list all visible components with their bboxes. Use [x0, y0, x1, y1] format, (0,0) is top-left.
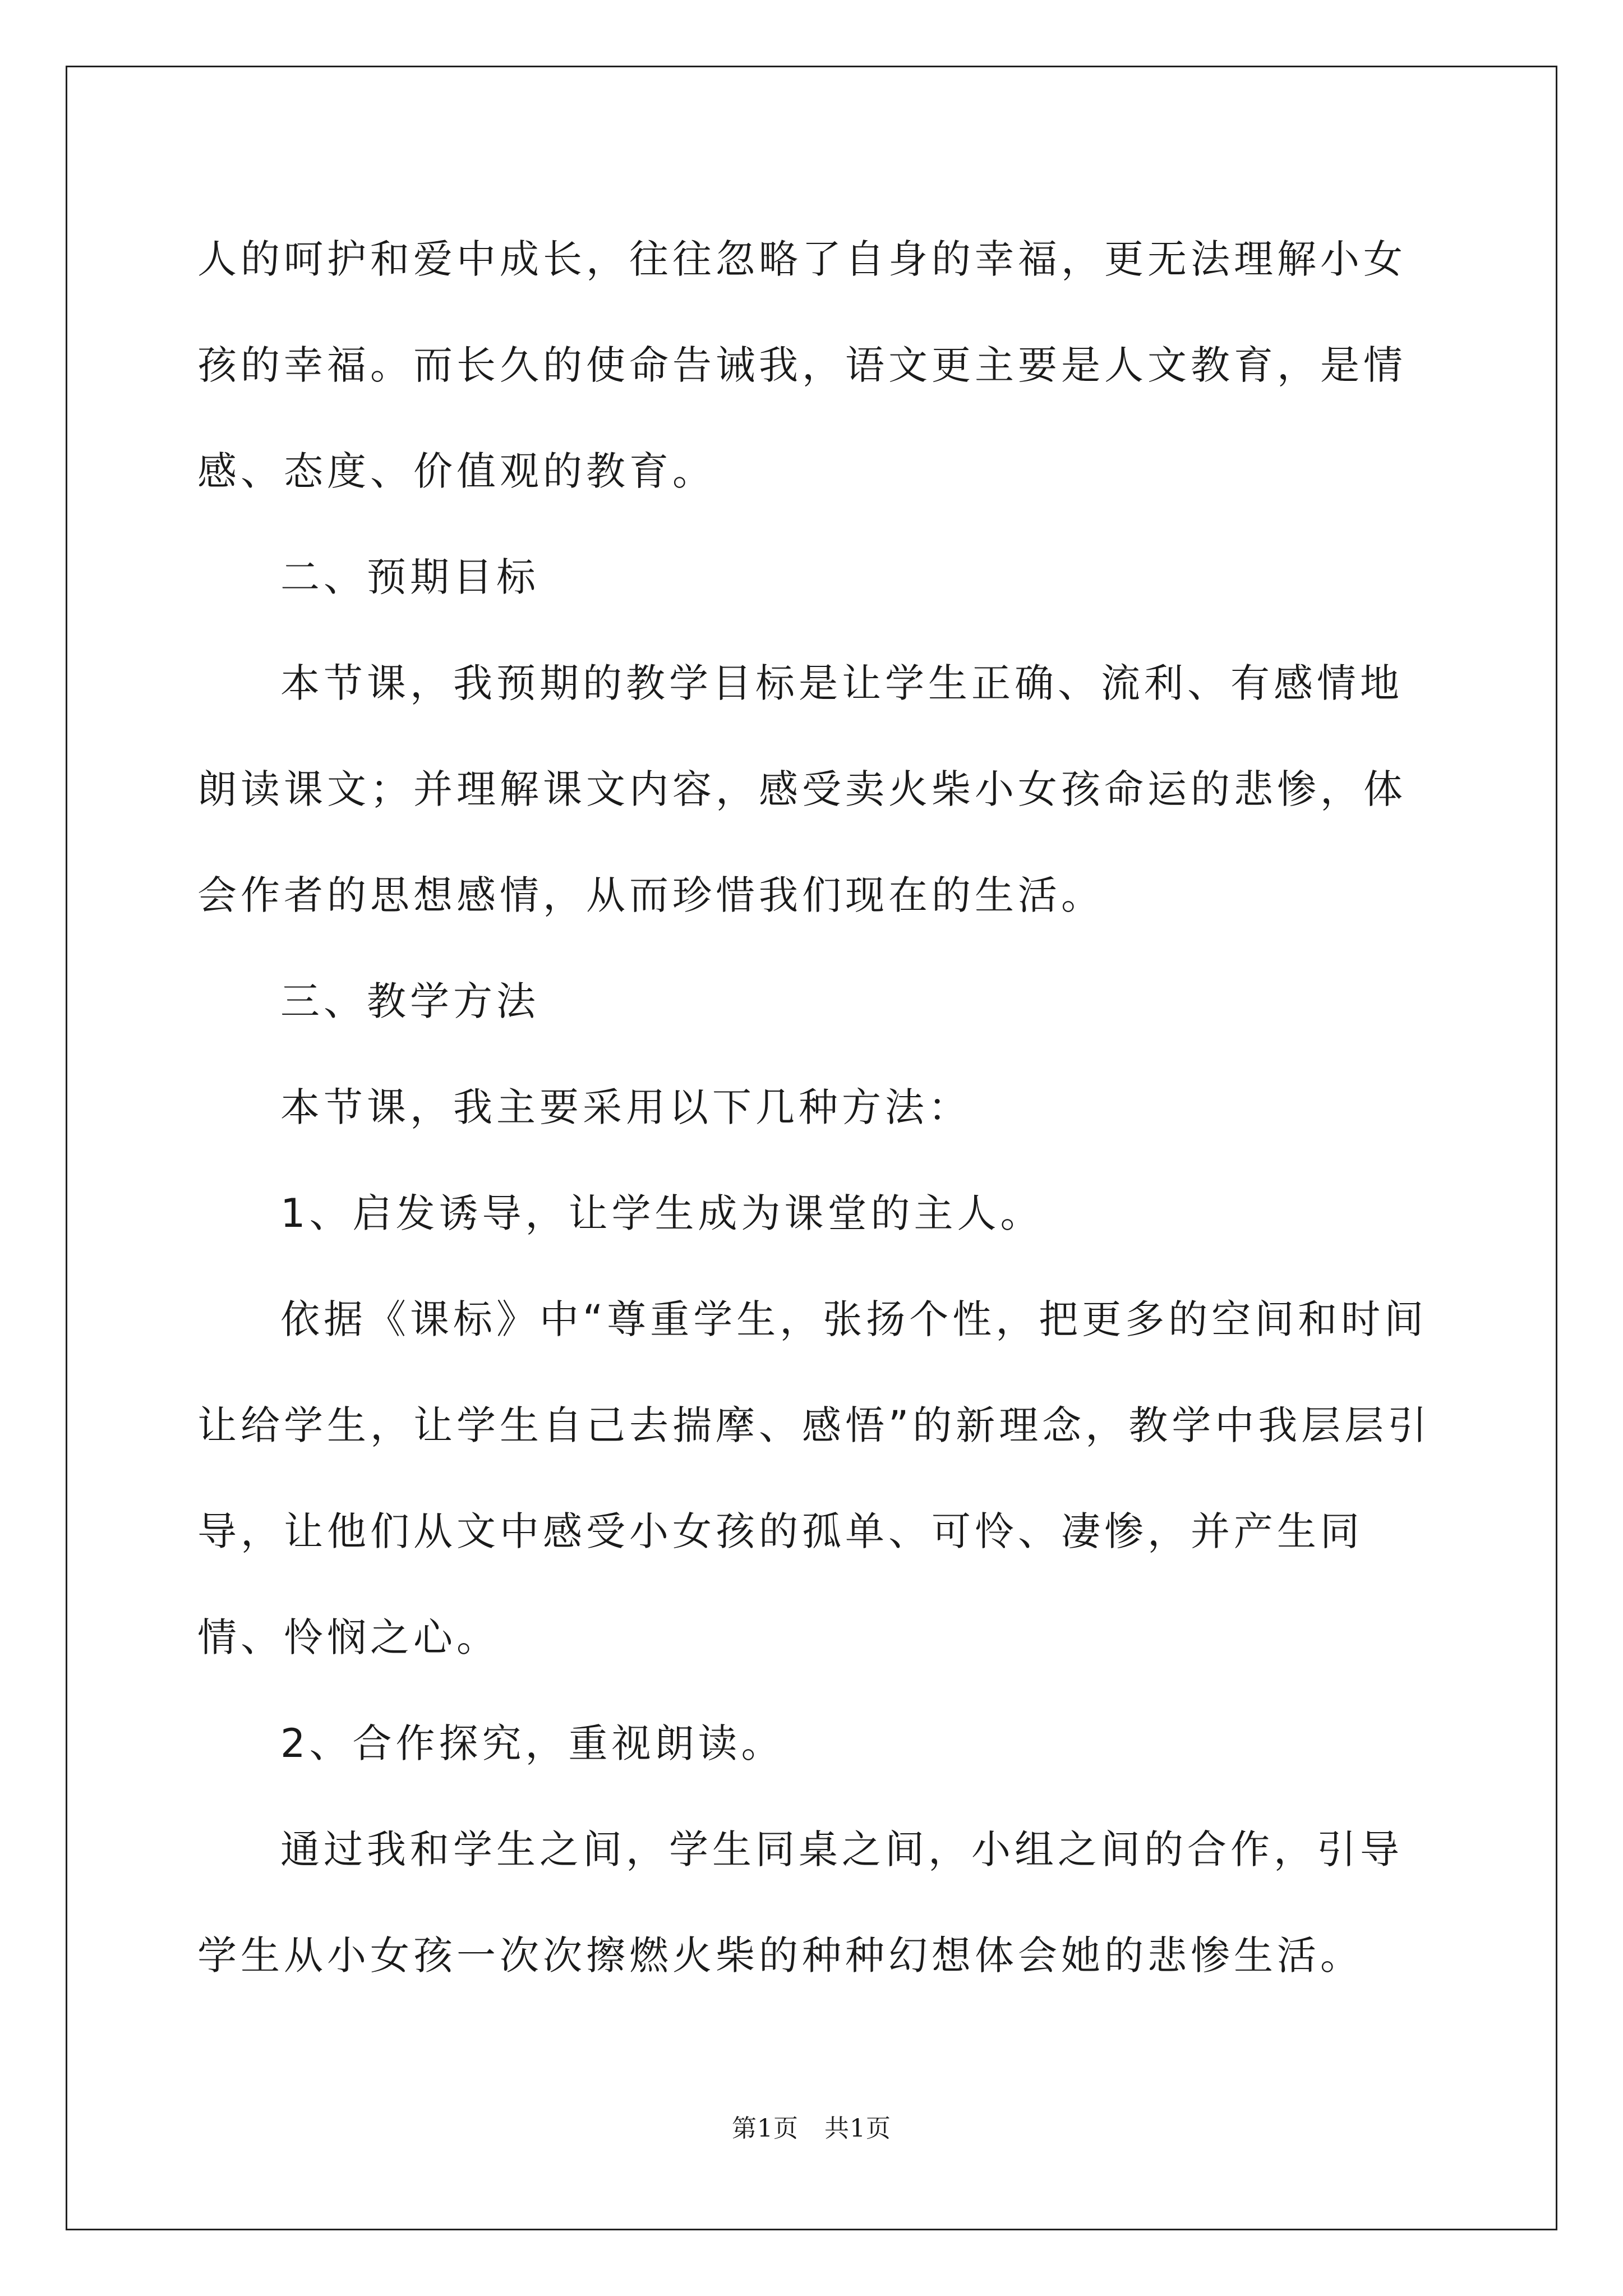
page-footer: [0, 2112, 1623, 2146]
page-total: 共1页: [824, 2114, 891, 2143]
paragraph-methods-intro: 本节课，我主要采用以下几种方法：: [280, 1084, 971, 1130]
paragraph-teaching-goals: 本节课，我预期的教学目标是让学生正确、流利、有感情地朗读课文；并理解课文内容，感受卖火柴小女孩命运的悲惨，体会作者的思想感情，从而珍惜我们现在的生活。: [197, 660, 1407, 918]
method-item-2: 2、合作探究，重视朗读。: [280, 1720, 785, 1766]
paragraph-intro-continuation: 人的呵护和爱中成长，往往忽略了自身的幸福，更无法理解小女孩的幸福。而长久的使命告诫我，语文更主要是人文教育，是情感、态度、价值观的教育。: [197, 236, 1407, 494]
heading-expected-goals: 二、预期目标: [280, 554, 540, 600]
heading-teaching-methods: 三、教学方法: [280, 978, 540, 1024]
paragraph-method-1-detail: 依据《课标》中“尊重学生，张扬个性，把更多的空间和时间让给学生，让学生自己去揣摩、感悟”的新理念，教学中我层层引导，让他们从文中感受小女孩的孤单、可怜、凄惨，并产生同情、怜悯之心。: [197, 1296, 1431, 1660]
document-body: [197, 206, 1437, 2009]
method-item-1: 1、启发诱导，让学生成为课堂的主人。: [280, 1190, 1044, 1236]
page-number: 第1页: [732, 2114, 799, 2143]
paragraph-method-2-detail: 通过我和学生之间，学生同桌之间，小组之间的合作，引导学生从小女孩一次次擦燃火柴的种种幻想体会她的悲惨生活。: [197, 1826, 1403, 1978]
